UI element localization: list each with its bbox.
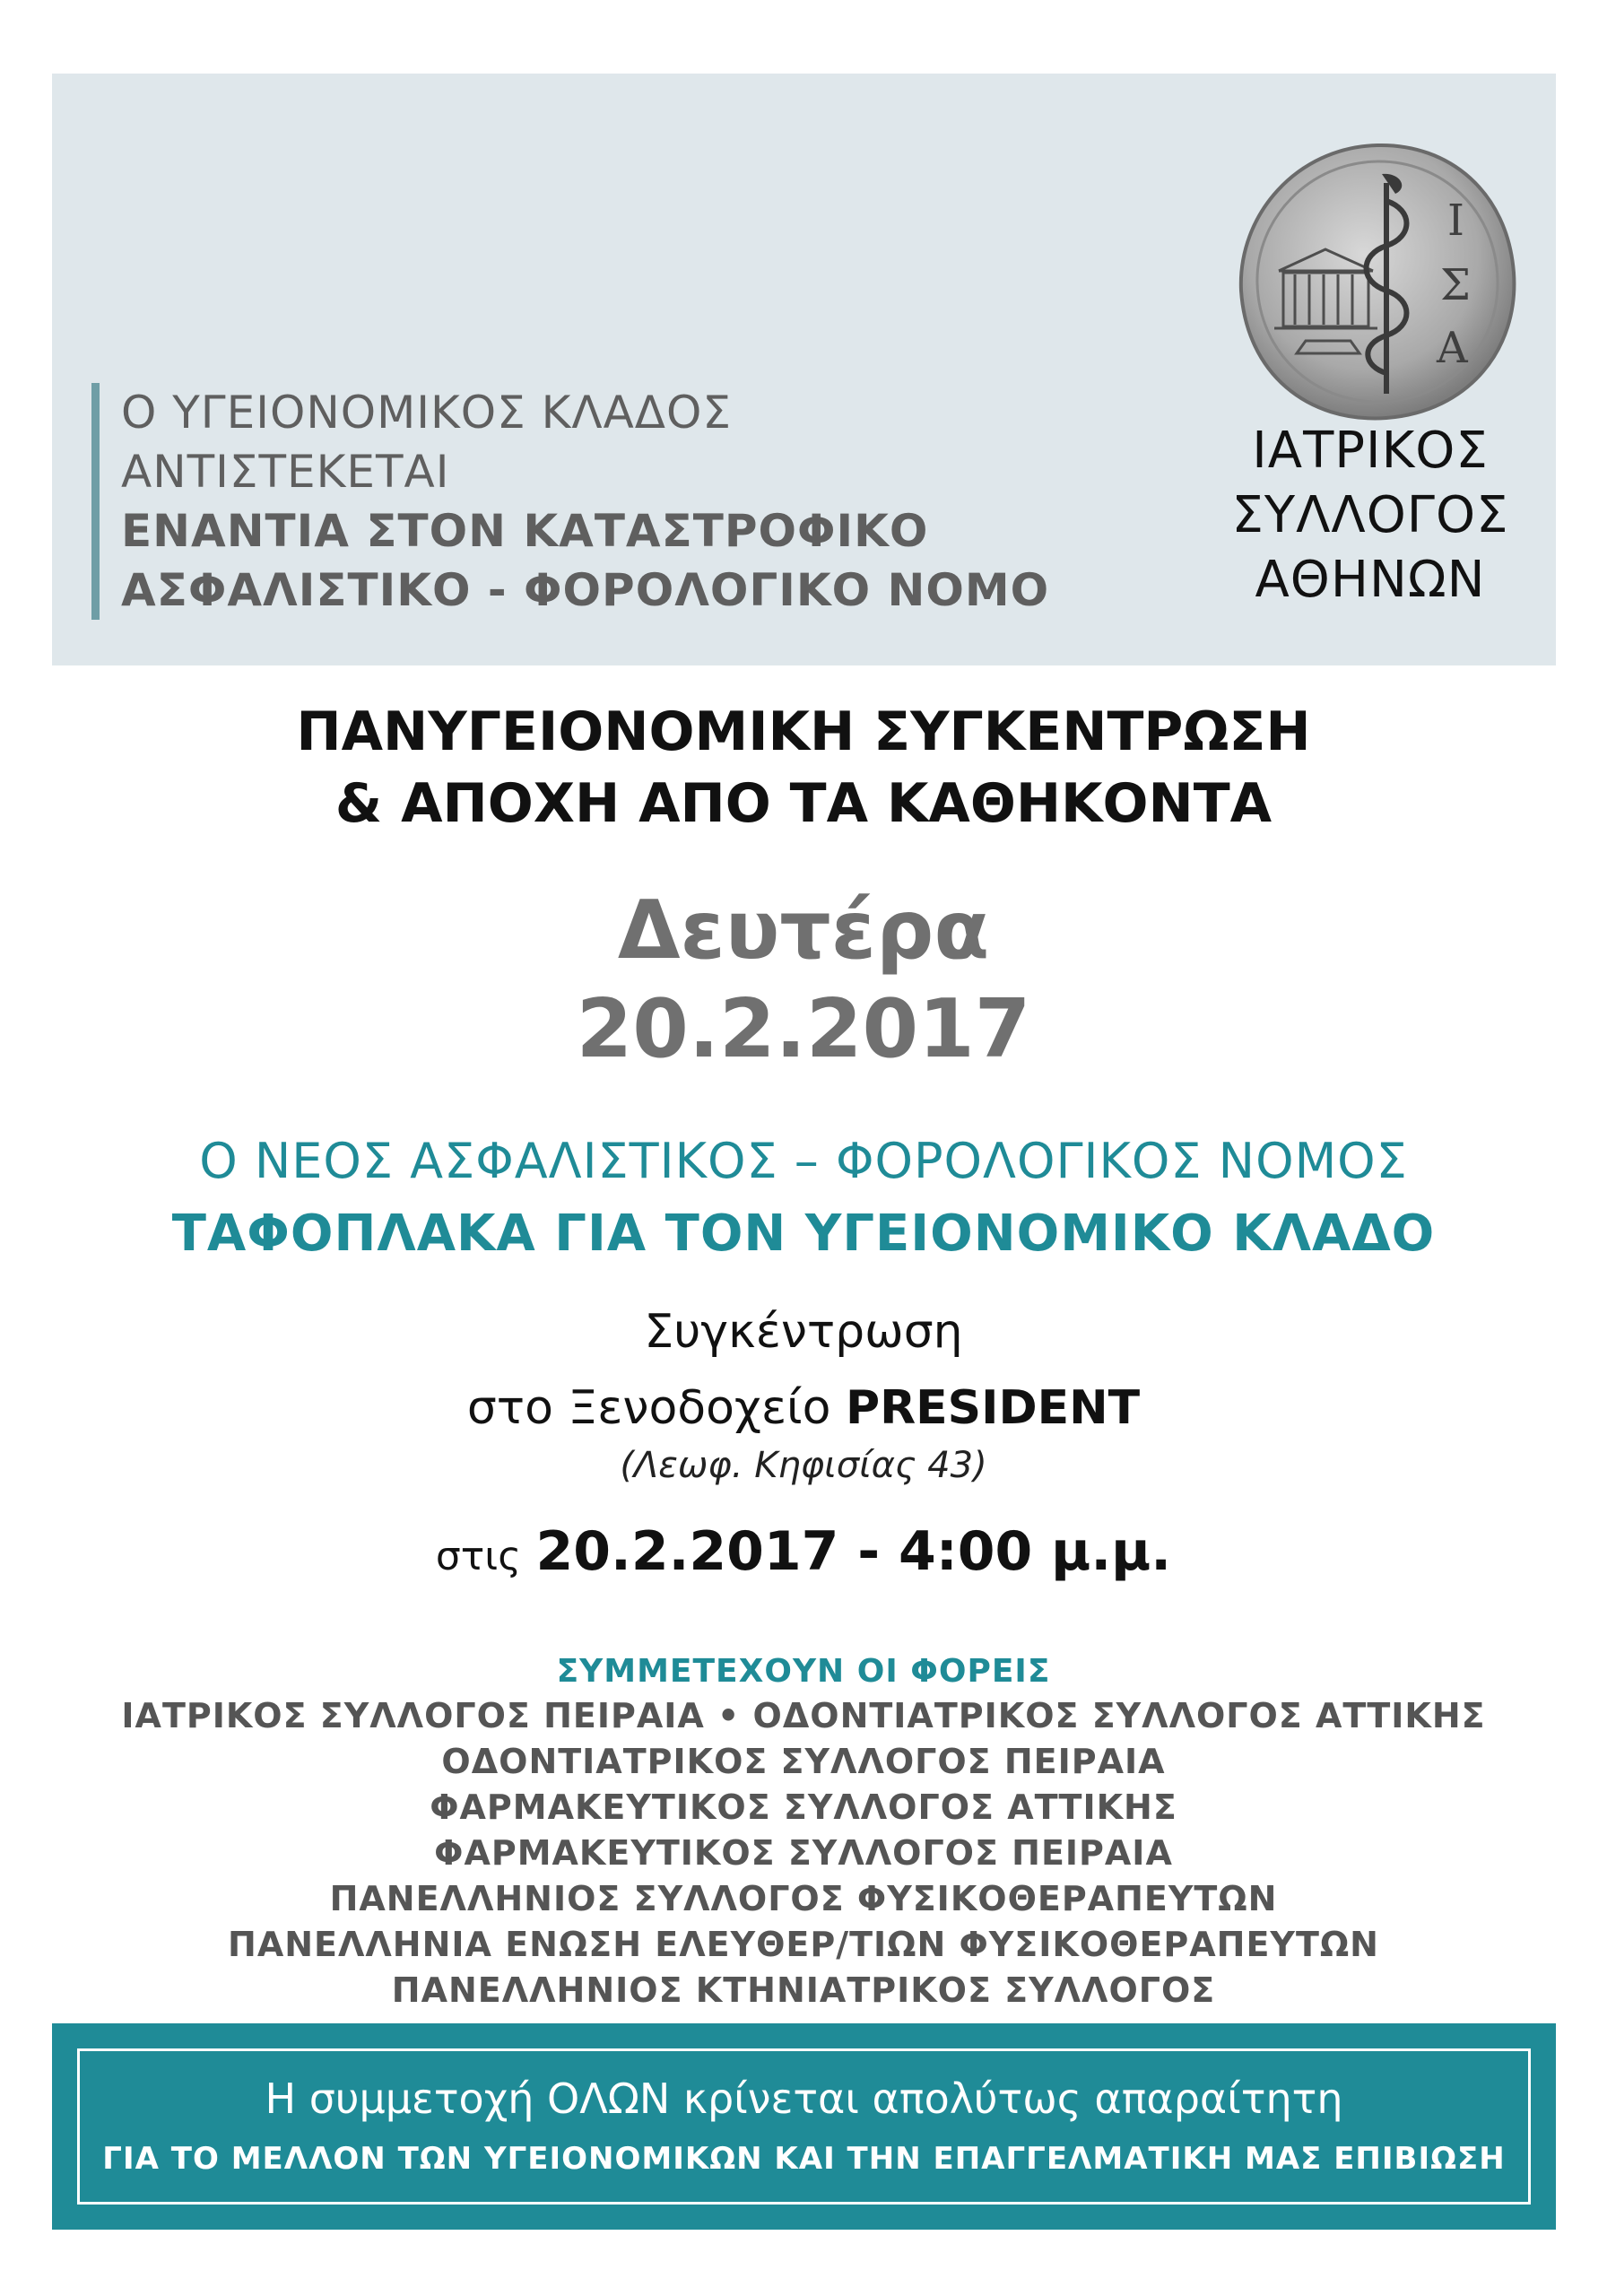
- time-prefix: στις: [435, 1534, 522, 1579]
- gathering-label: Συγκέντρωση: [644, 1305, 963, 1359]
- participant-item: ΠΑΝΕΛΛΗΝΙΟΣ ΣΥΛΛΟΓΟΣ ΦΥΣΙΚΟΘΕΡΑΠΕΥΤΩΝ: [329, 1879, 1278, 1918]
- seal-letter-alpha: Α: [1437, 323, 1468, 373]
- venue-line: [0, 1379, 1607, 1437]
- participant-item: ΦΑΡΜΑΚΕΥΤΙΚΟΣ ΣΥΛΛΟΓΟΣ ΠΕΙΡΑΙΑ: [434, 1833, 1173, 1873]
- header-line-3: ΕΝΑΝΤΙΑ ΣΤΟΝ ΚΑΤΑΣΤΡΟΦΙΚΟ: [121, 505, 929, 557]
- event-date: 20.2.2017: [576, 982, 1031, 1076]
- main-title-line-2: & ΑΠΟΧΗ ΑΠΟ ΤΑ ΚΑΘΗΚΟΝΤΑ: [334, 772, 1273, 835]
- footer-line-1: Η συμμετοχή ΟΛΩΝ κρίνεται απολύτως απαραίτητη: [265, 2074, 1343, 2123]
- participants-title: ΣΥΜΜΕΤΕΧΟΥΝ ΟΙ ΦΟΡΕΙΣ: [556, 1653, 1051, 1690]
- org-name-line-3: ΑΘΗΝΩΝ: [1255, 551, 1486, 609]
- venue-name: PRESIDENT: [846, 1381, 1141, 1435]
- footer-line-2: ΓΙΑ ΤΟ ΜΕΛΛΟΝ ΤΩΝ ΥΓΕΙΟΝΟΜΙΚΩΝ ΚΑΙ ΤΗΝ ΕΠΑΓΓΕΛΜΑΤΙΚΗ ΜΑΣ ΕΠΙΒΙΩΣΗ: [102, 2141, 1506, 2177]
- participant-item: ΙΑΤΡΙΚΟΣ ΣΥΛΛΟΓΟΣ ΠΕΙΡΑΙΑ • ΟΔΟΝΤΙΑΤΡΙΚΟΣ ΣΥΛΛΟΓΟΣ ΑΤΤΙΚΗΣ: [121, 1696, 1486, 1735]
- association-seal-logo: [1234, 138, 1521, 425]
- seal-letter-iota: Ι: [1447, 196, 1464, 246]
- participant-item: ΦΑΡΜΑΚΕΥΤΙΚΟΣ ΣΥΛΛΟΓΟΣ ΑΤΤΙΚΗΣ: [430, 1787, 1177, 1827]
- time-value: 20.2.2017 - 4:00 μ.μ.: [535, 1520, 1172, 1583]
- header-line-1: Ο ΥΓΕΙΟΝΟΜΙΚΟΣ ΚΛΑΔΟΣ: [121, 387, 732, 439]
- venue-prefix: στο Ξενοδοχείο: [466, 1381, 831, 1435]
- participant-item: ΟΔΟΝΤΙΑΤΡΙΚΟΣ ΣΥΛΛΟΓΟΣ ΠΕΙΡΑΙΑ: [441, 1742, 1166, 1781]
- main-title-line-1: ΠΑΝΥΓΕΙΟΝΟΜΙΚΗ ΣΥΓΚΕΝΤΡΩΣΗ: [296, 700, 1311, 763]
- org-name-line-2: ΣΥΛΛΟΓΟΣ: [1231, 486, 1509, 544]
- participant-item: ΠΑΝΕΛΛΗΝΙΑ ΕΝΩΣΗ ΕΛΕΥΘΕΡ/ΤΙΩΝ ΦΥΣΙΚΟΘΕΡΑΠΕΥΤΩΝ: [228, 1925, 1379, 1964]
- org-name-line-1: ΙΑΤΡΙΚΟΣ: [1252, 422, 1489, 480]
- footer-frame: [77, 2048, 1531, 2205]
- subtitle-line-1: Ο ΝΕΟΣ ΑΣΦΑΛΙΣΤΙΚΟΣ – ΦΟΡΟΛΟΓΙΚΟΣ ΝΟΜΟΣ: [199, 1133, 1408, 1189]
- participants-list: [0, 1693, 1607, 2013]
- seal-letter-sigma: Σ: [1440, 260, 1471, 310]
- organization-name: [1128, 419, 1607, 613]
- subtitle-line-2: ΤΑΦΟΠΛΑΚΑ ΓΙΑ ΤΟΝ ΥΓΕΙΟΝΟΜΙΚΟ ΚΛΑΔΟ: [171, 1205, 1436, 1263]
- event-time-line: [0, 1520, 1607, 1588]
- venue-address: (Λεωφ. Κηφισίας 43): [620, 1445, 987, 1486]
- header-statement: [91, 383, 1050, 620]
- header-line-2: ΑΝΤΙΣΤΕΚΕΤΑΙ: [121, 446, 450, 498]
- header-panel: [52, 74, 1556, 665]
- footer-banner: [52, 2023, 1556, 2230]
- event-day: Δευτέρα: [617, 883, 990, 978]
- participant-item: ΠΑΝΕΛΛΗΝΙΟΣ ΚΤΗΝΙΑΤΡΙΚΟΣ ΣΥΛΛΟΓΟΣ: [391, 1970, 1216, 2010]
- header-line-4: ΑΣΦΑΛΙΣΤΙΚΟ - ΦΟΡΟΛΟΓΙΚΟ ΝΟΜΟ: [121, 564, 1050, 616]
